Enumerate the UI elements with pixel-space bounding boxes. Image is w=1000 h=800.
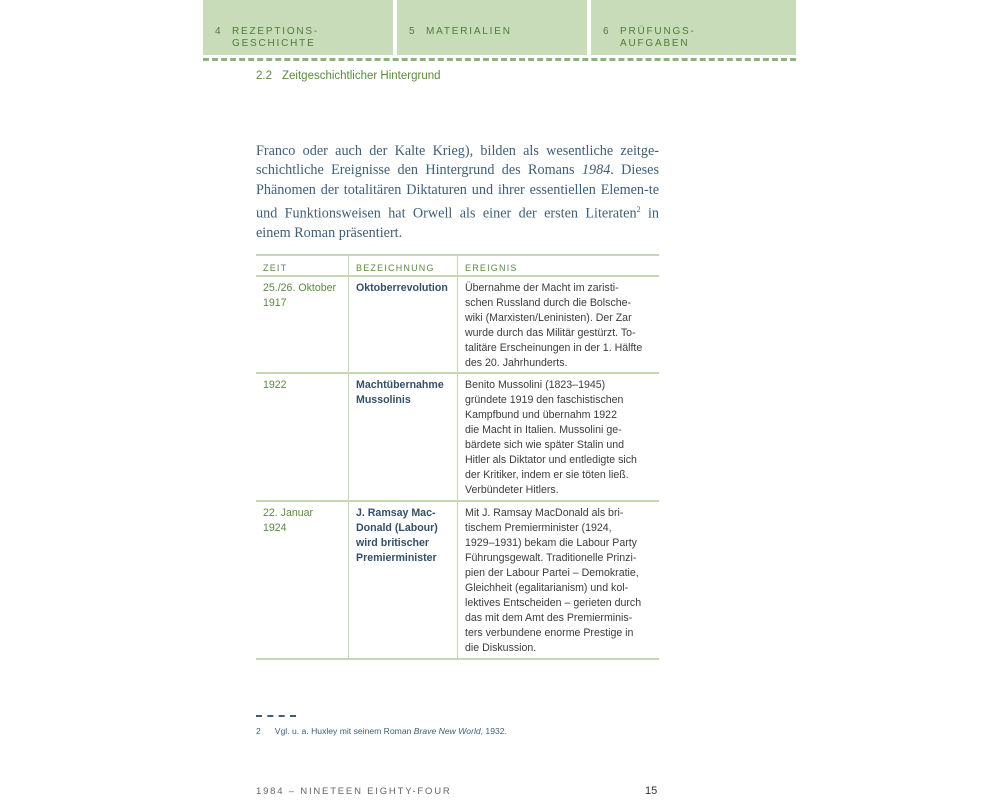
table-row: [256, 374, 659, 502]
table-header: [256, 256, 659, 277]
running-footer: 1984 – NINETEEN EIGHTY-FOUR: [256, 786, 452, 797]
tab-pruefungsaufgaben[interactable]: [591, 0, 796, 55]
chapter-tabs: [203, 0, 796, 55]
footnote-reference[interactable]: 2: [636, 204, 641, 214]
table-row: [256, 502, 659, 660]
tab-label: REZEPTIONS- GESCHICHTE: [232, 26, 320, 49]
cell-ereignis: Benito Mussolini (1823–1945) gründete 1919 den faschistischen Kampfbund und übernahm 1922 die Macht in Italien. Mussolini ge- bärdete sich wie später Stalin und Hitler als Diktator und entledigte sich der Kritiker, indem er sie töten ließ. Verbündeter Hitlers.: [465, 379, 637, 496]
header-bezeichnung: BEZEICHNUNG: [349, 256, 458, 275]
tab-number: 4: [215, 26, 223, 37]
cell-ereignis: Mit J. Ramsay MacDonald als bri- tischem Premierminister (1924, 1929–1931) bekam die Labour Party Führungsgewalt. Traditionelle Prinzi- pien der Labour Partei – Demokratie, Gleichheit (egalitarianism) und kol- lektives Entscheiden – gerieten durch das mit dem Amt des Premierminis- ters verbundene enorme Prestige in die Diskussion.: [465, 507, 642, 654]
section-number: 2.2: [256, 70, 272, 82]
footnote: [256, 726, 507, 736]
footnote-number: 2: [256, 726, 261, 736]
footnote-text: Vgl. u. a. Huxley mit seinem Roman: [274, 726, 414, 736]
cell-zeit: 1922: [256, 374, 349, 500]
cell-bezeichnung: Machtübernahme Mussolinis: [349, 374, 458, 500]
tab-rezeptionsgeschichte[interactable]: [203, 0, 393, 55]
table-row: [256, 277, 659, 374]
tab-label: PRÜFUNGS- AUFGABEN: [620, 26, 696, 49]
header-divider: [203, 58, 796, 61]
footnote-book-title: Brave New World: [413, 726, 481, 736]
cell-bezeichnung: J. Ramsay Mac- Donald (Labour) wird britischer Premierminister: [349, 502, 458, 658]
paragraph-text: Franco oder auch der Kalte Krieg), bilden als wesentliche zeitge-schichtliche Ereignisse den Hintergrund des Romans: [256, 143, 659, 179]
page-number: 15: [645, 785, 658, 797]
tab-number: 6: [603, 26, 611, 37]
section-heading: [256, 70, 441, 82]
body-paragraph: [256, 142, 659, 243]
footnote-rule: [256, 715, 296, 717]
paragraph-text: . Dieses Phänomen der totalitären Diktaturen und ihrer essentiellen Elemen-te und Funktionsweisen hat Orwell als einer der ersten Literaten: [256, 162, 659, 222]
header-ereignis: EREIGNIS: [465, 263, 518, 273]
footnote-text: , 1932.: [480, 726, 507, 736]
section-title: Zeitgeschichtlicher Hintergrund: [282, 70, 441, 82]
cell-bezeichnung: Oktoberrevolution: [349, 277, 458, 372]
novel-title: 1984: [581, 162, 611, 179]
cell-zeit: 25./26. Oktober 1917: [256, 277, 349, 372]
tab-label: MATERIALIEN: [426, 26, 512, 37]
header-zeit: ZEIT: [256, 256, 349, 275]
history-table: [256, 254, 659, 660]
tab-materialien[interactable]: [397, 0, 587, 55]
tab-number: 5: [409, 26, 417, 37]
cell-ereignis: Übernahme der Macht im zaristi- schen Russland durch die Bolsche- wiki (Marxisten/Leninisten). Der Zar wurde durch das Militär gestürzt. To- talitäre Erscheinungen in der 1. Hälfte des 20. Jahrhunderts.: [465, 282, 643, 369]
paragraph-text: in einem Roman präsentiert.: [256, 205, 659, 241]
cell-zeit: 22. Januar 1924: [256, 502, 349, 658]
